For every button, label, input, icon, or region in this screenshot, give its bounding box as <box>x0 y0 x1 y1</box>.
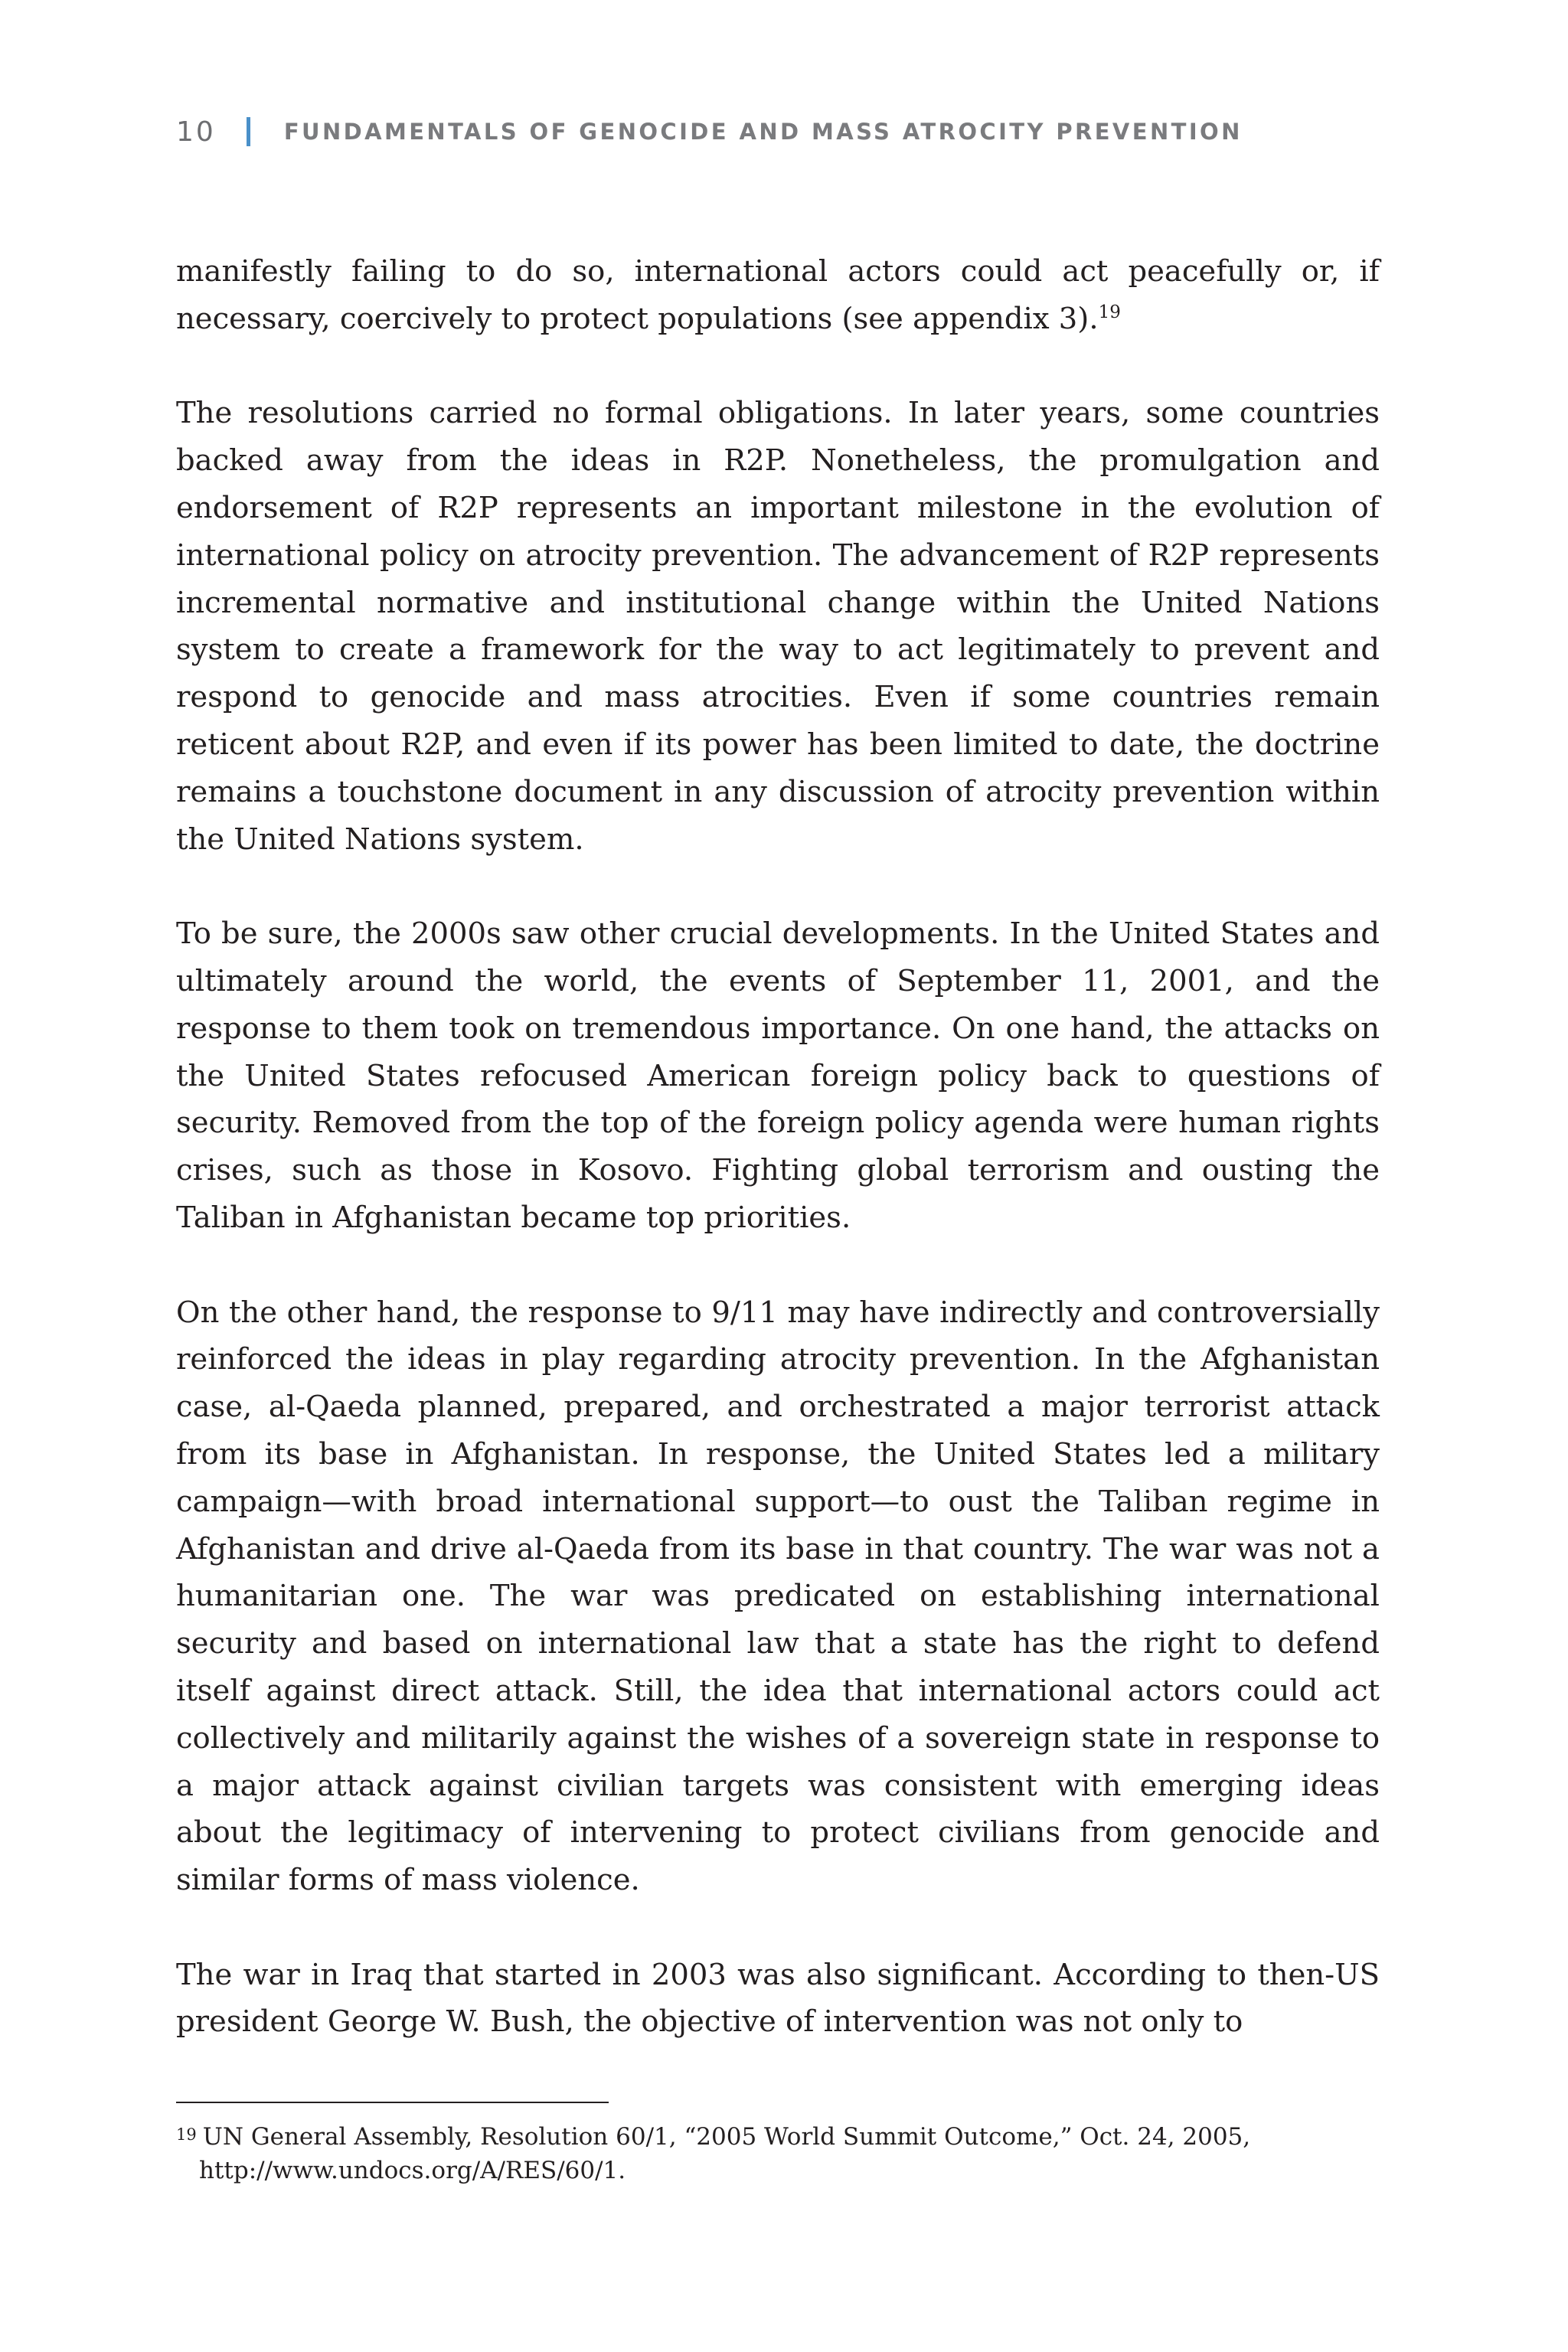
footnote-url: http://www.undocs.org/A/RES/60/1. <box>199 2157 626 2184</box>
footnote-separator <box>176 2102 609 2103</box>
page-number: 10 <box>176 116 216 148</box>
body-text <box>176 248 1380 2093</box>
footnote-reference: 19 <box>1098 302 1121 322</box>
running-title: FUNDAMENTALS OF GENOCIDE AND MASS ATROCITY PREVENTION <box>283 119 1243 145</box>
paragraph-4: On the other hand, the response to 9/11 may have indirectly and controversially reinforced the ideas in play regarding atrocity prevention. In the Afghanistan case, al-Qaeda planned, prepared, and orchestrated a major terrorist attack from its base in Afghanistan. In response, the United States led a military campaign—with broad international support—to oust the Taliban regime in Afghanistan and drive al-Qaeda from its base in that country. The war was not a humanitarian one. The war was predicated on establishing international security and based on international law that a state has the right to defend itself against direct attack. Still, the idea that international actors could act collectively and militarily against the wishes of a sovereign state in response to a major attack against civilian targets was consistent with emerging ideas about the legitimacy of intervening to protect civilians from genocide and similar forms of mass violence. <box>176 1295 1380 1898</box>
header-divider <box>247 117 250 146</box>
paragraph-1-text: manifestly failing to do so, international actors could act peacefully or, if necessary, coercively to protect populations (see appendix 3). <box>176 254 1380 336</box>
paragraph-3: To be sure, the 2000s saw other crucial developments. In the United States and ultimately around the world, the events of September 11, 2001, and the response to them took on tremendous importance. On one hand, the attacks on the United States refocused American foreign policy back to questions of security. Removed from the top of the foreign policy agenda were human rights crises, such as those in Kosovo. Fighting global terrorism and ousting the Taliban in Afghanistan became top priorities. <box>176 916 1380 1235</box>
footnote-19 <box>176 2118 1386 2187</box>
paragraph-1 <box>176 248 1380 343</box>
paragraph-2: The resolutions carried no formal obligations. In later years, some countries backed away from the ideas in R2P. Nonetheless, the promulgation and endorsement of R2P represents an important milestone in the evolution of international policy on atrocity prevention. The advancement of R2P represents incremental normative and institutional change within the United Nations system to create a framework for the way to act legitimately to prevent and respond to genocide and mass atrocities. Even if some countries remain reticent about R2P, and even if its power has been limited to date, the doctrine remains a touchstone document in any discussion of atrocity prevention within the United Nations system. <box>176 396 1380 857</box>
footnote-number: 19 <box>176 2125 197 2144</box>
paragraph-5: The war in Iraq that started in 2003 was also significant. According to then-US president George W. Bush, the objective of intervention was not only to <box>176 1957 1380 2040</box>
running-head <box>176 115 1243 149</box>
footnote-citation: UN General Assembly, Resolution 60/1, “2005 World Summit Outcome,” Oct. 24, 2005, <box>202 2123 1251 2151</box>
